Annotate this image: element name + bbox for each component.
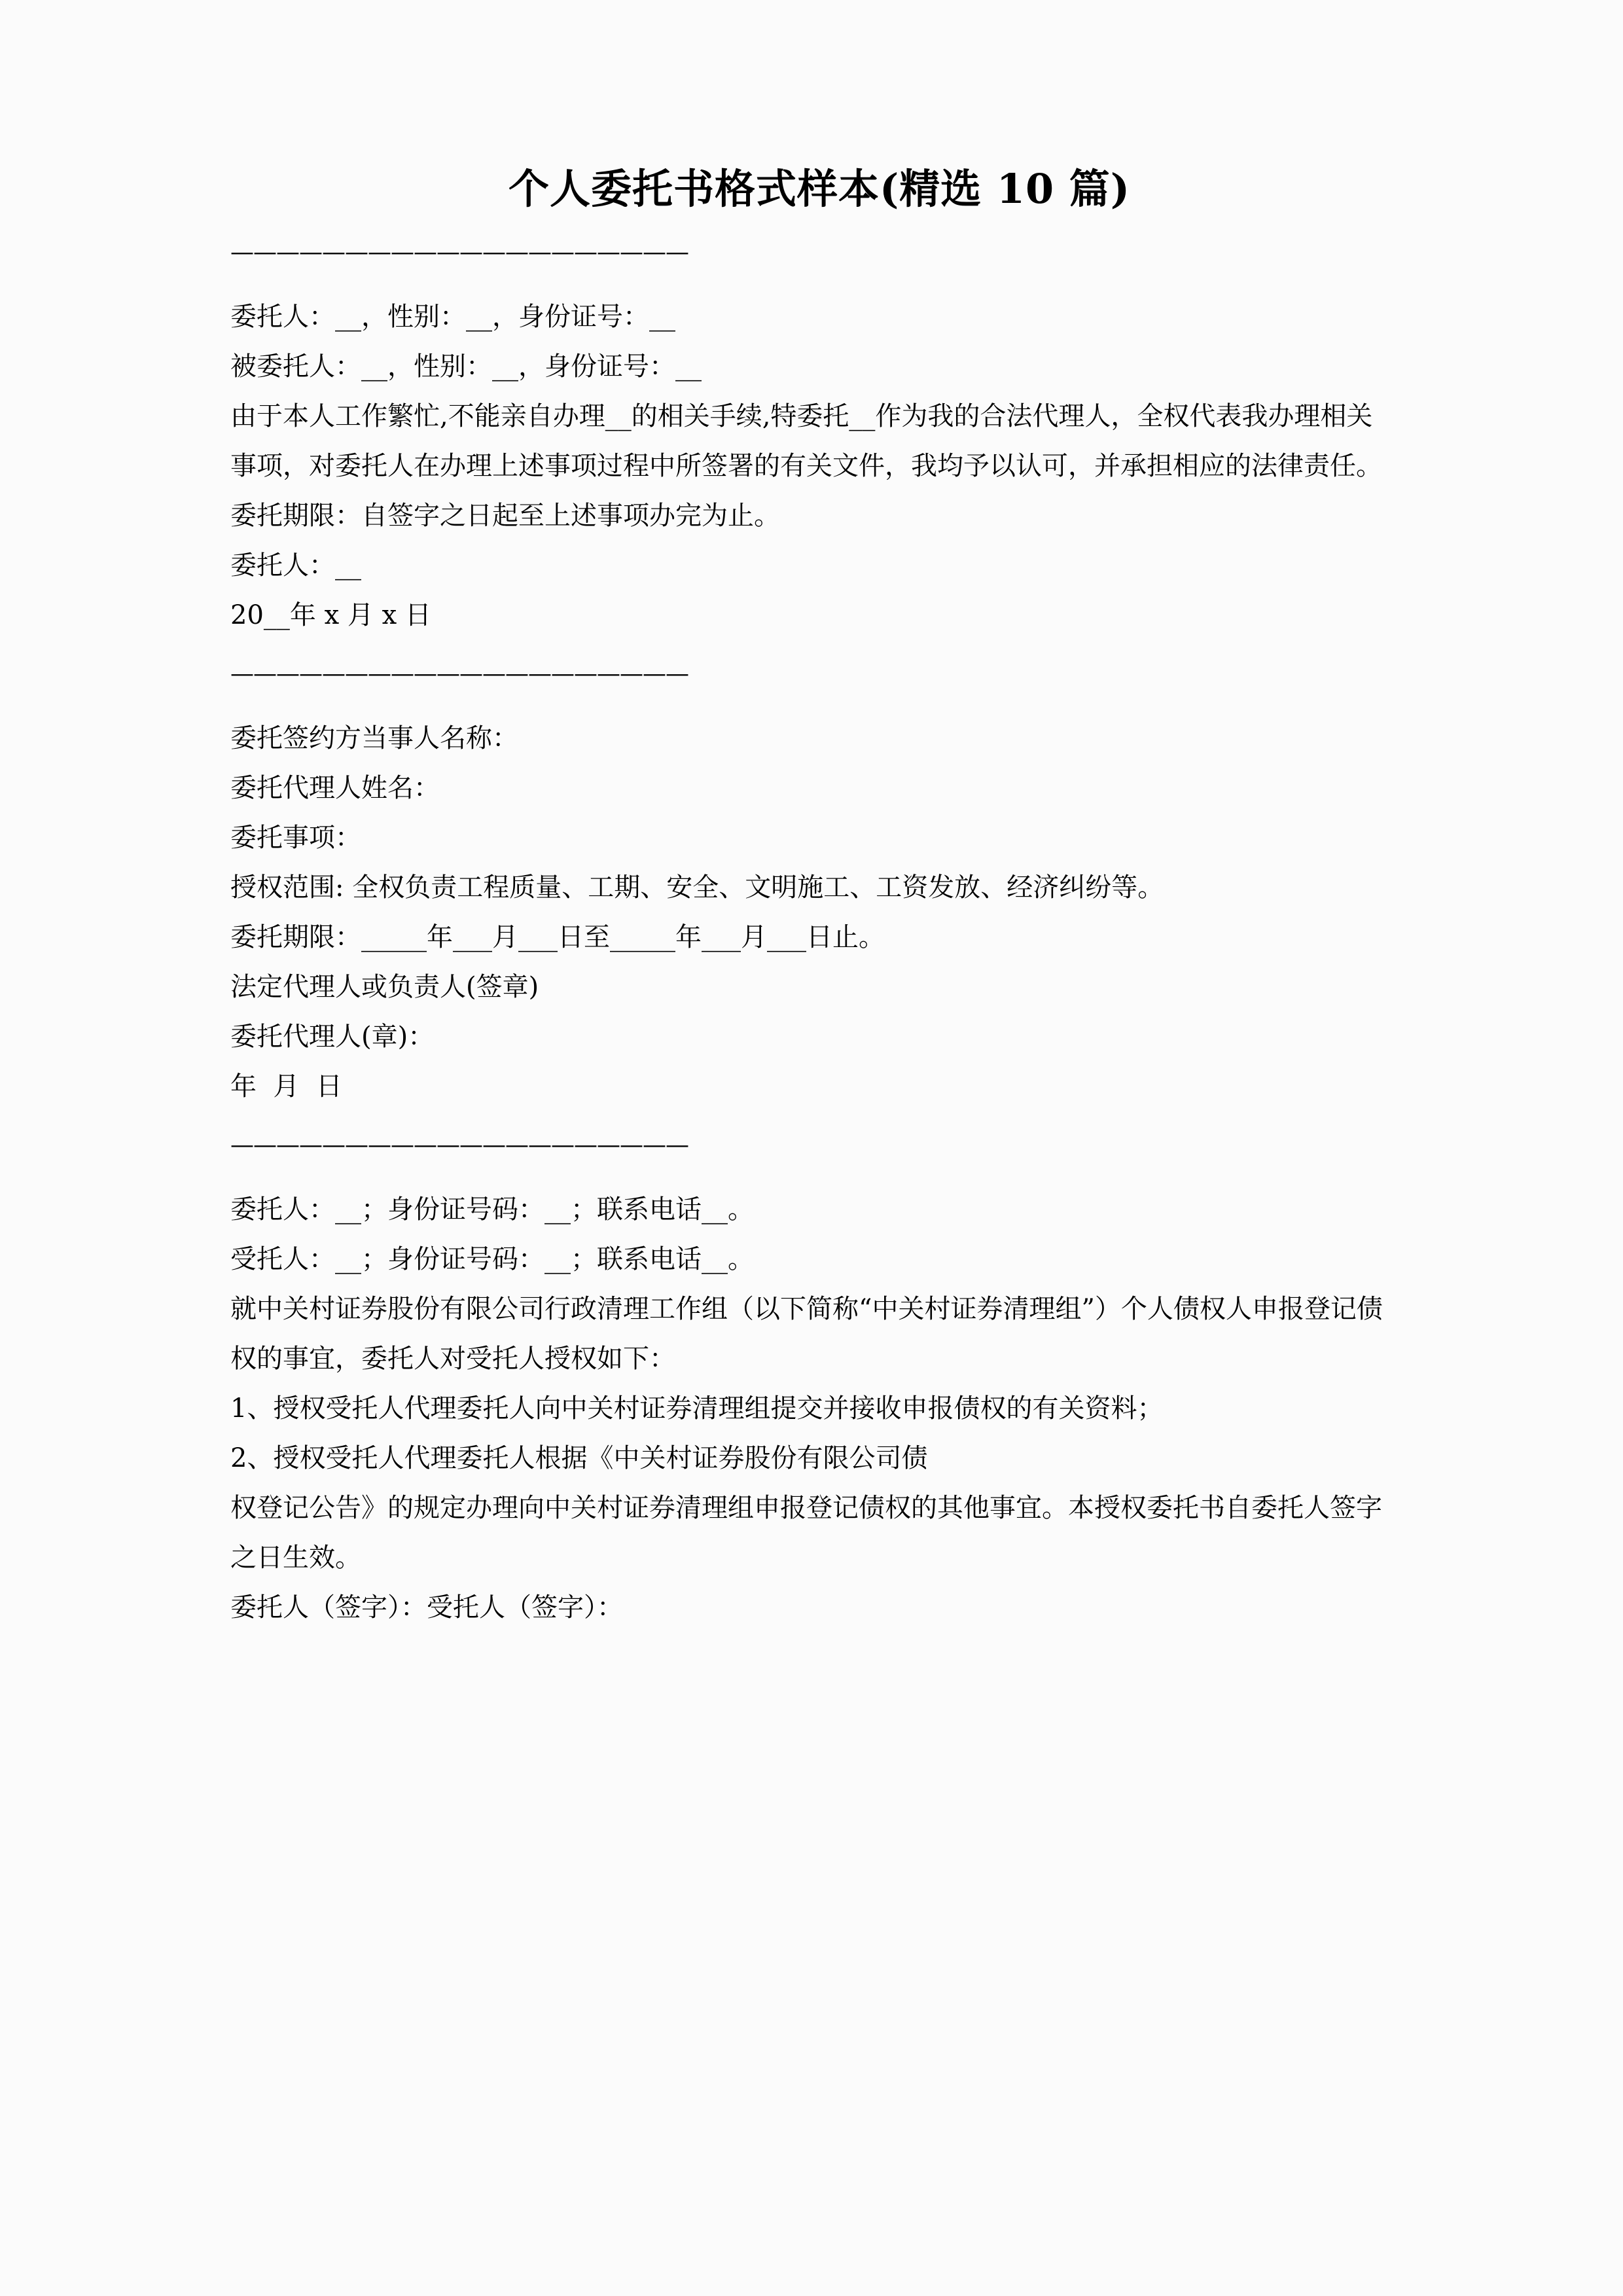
spacer — [230, 1111, 1395, 1134]
text-paragraph: 就中关村证券股份有限公司行政清理工作组（以下简称“中关村证券清理组”）个人债权人申报登记债权的事宜，委托人对受托人授权如下： — [230, 1293, 1383, 1374]
text-paragraph: 权登记公告》的规定办理向中关村证券清理组申报登记债权的其他事宜。本授权委托书自委托人签字之日生效。 — [230, 1492, 1382, 1573]
section-separator-1: ———————————————————— — [230, 240, 688, 266]
text-line: 委托人：__，性别：__，身份证号：__ — [230, 301, 675, 332]
text-line: 授权范围: 全权负责工程质量、工期、安全、文明施工、工资发放、经济纠纷等。 — [230, 872, 1164, 903]
section-separator-2: ———————————————————— — [230, 662, 688, 687]
text-line: 委托事项： — [230, 822, 361, 853]
text-line: 法定代理人或负责人(签章) — [230, 971, 539, 1002]
text-line: 委托人：__；身份证号码：__；联系电话__。 — [230, 1194, 754, 1225]
spacer — [230, 640, 1395, 662]
text-line: 委托代理人姓名： — [230, 772, 440, 803]
text-line: 委托签约方当事人名称： — [230, 723, 518, 753]
text-line: 委托人：__ — [230, 550, 361, 581]
text-paragraph: 由于本人工作繁忙,不能亲自办理__的相关手续,特委托__作为我的合法代理人，全权代表我办理相关事项，对委托人在办理上述事项过程中所签署的有关文件，我均予以认可，并承担相应的法律责任。 — [230, 401, 1382, 481]
section-separator-3: ———————————————————— — [230, 1133, 688, 1158]
text-line: 年 月 日 — [230, 1071, 342, 1102]
text-line: 委托代理人(章)： — [230, 1021, 435, 1052]
text-line: 委托期限：自签字之日起至上述事项办完为止。 — [230, 500, 780, 531]
text-line: 20__年 x 月 x 日 — [230, 600, 431, 630]
text-line: 受托人：__；身份证号码：__；联系电话__。 — [230, 1244, 754, 1274]
list-item: 2、授权受托人代理委托人根据《中关村证券股份有限公司债 — [230, 1443, 928, 1473]
spacer — [230, 281, 1395, 292]
spacer — [230, 703, 1395, 713]
spacer — [230, 1174, 1395, 1185]
text-line: 委托期限：_____年___月___日至_____年___月___日止。 — [230, 922, 885, 952]
document-body — [230, 164, 1395, 1632]
text-line: 被委托人：__，性别：__，身份证号：__ — [230, 351, 702, 382]
list-item: 1、授权受托人代理委托人向中关村证券清理组提交并接收申报债权的有关资料； — [230, 1393, 1164, 1424]
signature-line: 委托人（签字）：受托人（签字）： — [230, 1592, 623, 1623]
page-title: 个人委托书格式样本(精选 10 篇) — [508, 165, 1131, 213]
